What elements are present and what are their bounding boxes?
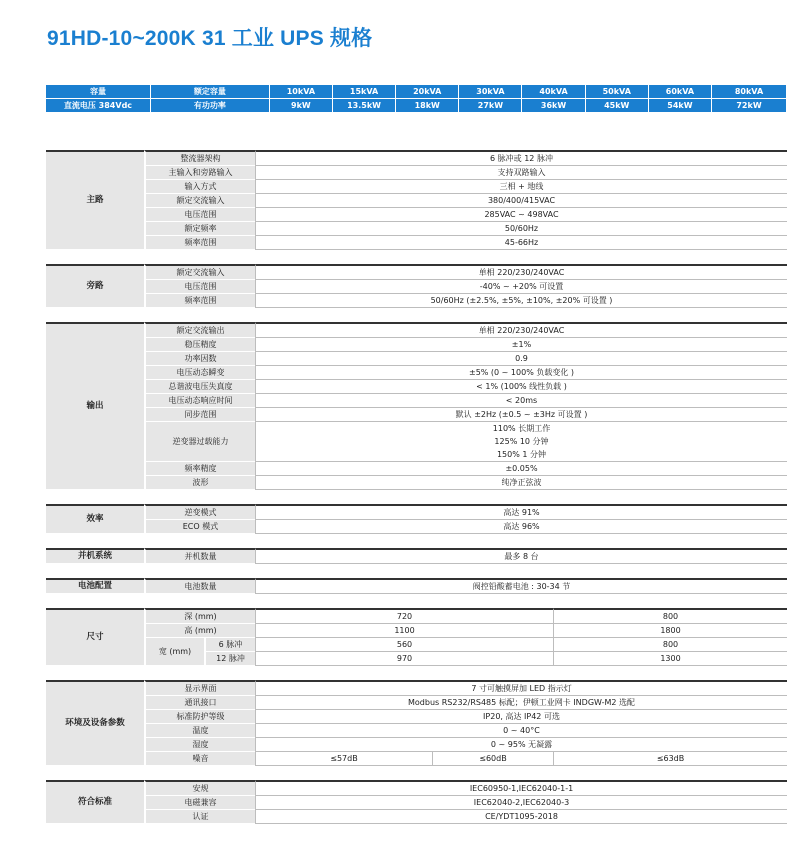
row-value: 单相 220/230/240VAC (255, 322, 787, 338)
row-label: 频率范围 (144, 294, 255, 308)
row-label: 频率精度 (144, 462, 255, 476)
row-value: ≤60dB (432, 752, 553, 766)
group-label: 并机系统 (46, 548, 144, 564)
row-value: 6 脉冲或 12 脉冲 (255, 150, 787, 166)
row-value: 7 寸可触摸屏加 LED 指示灯 (255, 680, 787, 696)
active-power-label: 有功功率 (151, 99, 270, 113)
row-value: ±1% (255, 338, 787, 352)
row-value: 800 (553, 608, 787, 624)
active-value: 13.5kW (333, 99, 396, 113)
row-value: ±5% (0 ~ 100% 负载变化 ) (255, 366, 787, 380)
overload-line: 110% 长期工作 (492, 424, 551, 433)
rated-value: 60kVA (649, 85, 712, 99)
row-label: 总谐波电压失真度 (144, 380, 255, 394)
row-label: 高 (mm) (144, 624, 255, 638)
row-label: 深 (mm) (144, 608, 255, 624)
rated-capacity-label: 额定容量 (151, 85, 270, 99)
group-label: 效率 (46, 504, 144, 534)
row-label: 电压动态响应时间 (144, 394, 255, 408)
row-value: IEC62040-2,IEC62040-3 (255, 796, 787, 810)
row-label: 额定频率 (144, 222, 255, 236)
capacity-label: 容量 (46, 85, 151, 99)
overload-values (255, 422, 787, 462)
row-value: IEC60950-1,IEC62040-1-1 (255, 780, 787, 796)
row-value: 800 (553, 638, 787, 652)
sub-label: 6 脉冲 (204, 638, 255, 652)
active-value: 36kW (522, 99, 585, 113)
rated-value: 30kVA (459, 85, 522, 99)
dc-voltage-label: 直流电压 384Vdc (46, 99, 151, 113)
row-label: 认证 (144, 810, 255, 824)
group-label: 旁路 (46, 264, 144, 308)
row-label: 整流器架构 (144, 150, 255, 166)
group-label: 输出 (46, 322, 144, 490)
row-label: 功率因数 (144, 352, 255, 366)
row-label: 电压范围 (144, 280, 255, 294)
row-value: ≤57dB (255, 752, 432, 766)
row-value: < 1% (100% 线性负载 ) (255, 380, 787, 394)
group-label: 尺寸 (46, 608, 144, 666)
active-value: 54kW (649, 99, 712, 113)
header-table (46, 85, 787, 113)
row-value: 纯净正弦波 (255, 476, 787, 490)
row-value: Modbus RS232/RS485 标配；伊顿工业网卡 INDGW-M2 选配 (255, 696, 787, 710)
row-label: 噪音 (144, 752, 255, 766)
rated-value: 80kVA (712, 85, 787, 99)
row-label: 标准防护等级 (144, 710, 255, 724)
rated-value: 50kVA (586, 85, 649, 99)
active-value: 72kW (712, 99, 787, 113)
group-label: 主路 (46, 150, 144, 250)
row-value: 支持双路输入 (255, 166, 787, 180)
row-label: 稳压精度 (144, 338, 255, 352)
active-value: 9kW (270, 99, 333, 113)
row-label: 湿度 (144, 738, 255, 752)
active-value: 45kW (586, 99, 649, 113)
row-value: IP20, 高达 IP42 可选 (255, 710, 787, 724)
row-value: 默认 ±2Hz (±0.5 ~ ±3Hz 可设置 ) (255, 408, 787, 422)
spec-sheet (46, 85, 787, 824)
row-value: 0 ~ 40°C (255, 724, 787, 738)
section-main (46, 150, 787, 250)
row-label: 额定交流输入 (144, 194, 255, 208)
row-value: 380/400/415VAC (255, 194, 787, 208)
group-label: 符合标准 (46, 780, 144, 824)
active-value: 18kW (396, 99, 459, 113)
row-value: 45-66Hz (255, 236, 787, 250)
row-value: 50/60Hz (±2.5%, ±5%, ±10%, ±20% 可设置 ) (255, 294, 787, 308)
row-value: < 20ms (255, 394, 787, 408)
row-value: 1300 (553, 652, 787, 666)
section-battery (46, 578, 787, 594)
row-label: 通讯接口 (144, 696, 255, 710)
row-value: 最多 8 台 (255, 548, 787, 564)
row-label: 额定交流输入 (144, 264, 255, 280)
row-value: 高达 96% (255, 520, 787, 534)
row-label: 电磁兼容 (144, 796, 255, 810)
row-value: 1100 (255, 624, 553, 638)
group-label: 环境及设备参数 (46, 680, 144, 766)
row-label: 同步范围 (144, 408, 255, 422)
rated-value: 20kVA (396, 85, 459, 99)
row-label: 逆变器过载能力 (144, 422, 255, 462)
row-value: 970 (255, 652, 553, 666)
overload-line: 150% 1 分钟 (496, 450, 547, 459)
row-value: 285VAC ~ 498VAC (255, 208, 787, 222)
section-parallel (46, 548, 787, 564)
row-value: 单相 220/230/240VAC (255, 264, 787, 280)
row-label: 波形 (144, 476, 255, 490)
row-value: 720 (255, 608, 553, 624)
row-label: 电压范围 (144, 208, 255, 222)
row-label: 安规 (144, 780, 255, 796)
row-value: ≤63dB (553, 752, 787, 766)
sub-label: 12 脉冲 (204, 652, 255, 666)
rated-value: 15kVA (333, 85, 396, 99)
row-value: 高达 91% (255, 504, 787, 520)
section-bypass (46, 264, 787, 308)
section-efficiency (46, 504, 787, 534)
row-label: 电池数量 (144, 578, 255, 594)
row-label: 额定交流输出 (144, 322, 255, 338)
row-value: 50/60Hz (255, 222, 787, 236)
row-label: 并机数量 (144, 548, 255, 564)
row-label: 电压动态瞬变 (144, 366, 255, 380)
row-value: 三相 + 地线 (255, 180, 787, 194)
row-label: 温度 (144, 724, 255, 738)
section-standards (46, 780, 787, 824)
row-label: 主输入和旁路输入 (144, 166, 255, 180)
row-label: 频率范围 (144, 236, 255, 250)
row-value: 1800 (553, 624, 787, 638)
row-label: 逆变模式 (144, 504, 255, 520)
section-dimensions (46, 608, 787, 666)
section-environment (46, 680, 787, 766)
row-value: 0 ~ 95% 无凝露 (255, 738, 787, 752)
row-value: ±0.05% (255, 462, 787, 476)
row-label: 显示界面 (144, 680, 255, 696)
row-value: -40% ~ +20% 可设置 (255, 280, 787, 294)
row-label: ECO 模式 (144, 520, 255, 534)
row-value: 阀控铅酸蓄电池 : 30-34 节 (255, 578, 787, 594)
active-value: 27kW (459, 99, 522, 113)
row-value: 560 (255, 638, 553, 652)
row-label: 输入方式 (144, 180, 255, 194)
row-label: 宽 (mm) (144, 638, 204, 666)
row-value: 0.9 (255, 352, 787, 366)
page-title: 91HD-10~200K 31 工业 UPS 规格 (47, 27, 373, 50)
rated-value: 40kVA (522, 85, 585, 99)
section-output (46, 322, 787, 490)
overload-line: 125% 10 分钟 (494, 437, 549, 446)
rated-value: 10kVA (270, 85, 333, 99)
group-label: 电池配置 (46, 578, 144, 594)
row-value: CE/YDT1095-2018 (255, 810, 787, 824)
